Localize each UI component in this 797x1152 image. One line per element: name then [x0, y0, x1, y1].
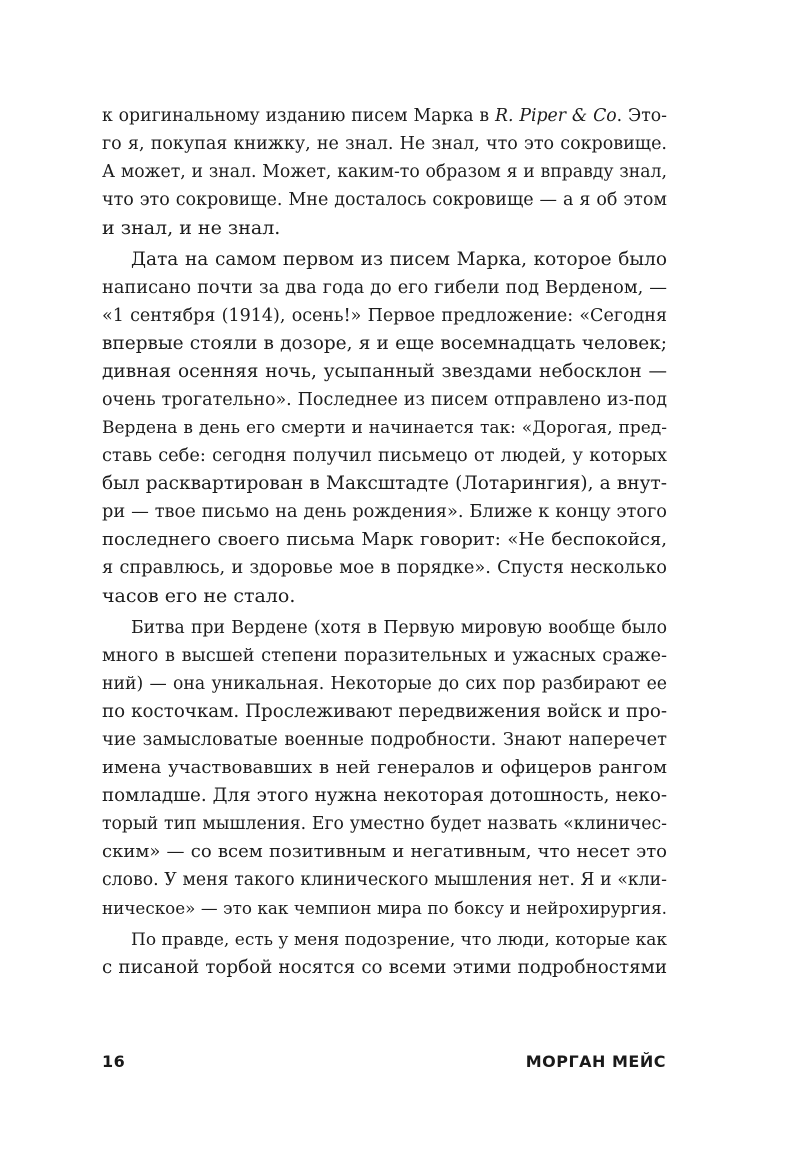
text-line: ри — твое письмо на день рождения». Ближе к концу этого [102, 502, 667, 522]
text-line: впервые стояли в дозоре, я и еще восемнадцать человек; [102, 333, 667, 354]
text-line: я справлюсь, и здоровье мое в порядке». Спустя несколько [102, 558, 667, 578]
page-number: 16 [102, 1052, 126, 1071]
text-line: последнего своего письма Марк говорит: «Не беспокойся, [102, 529, 667, 550]
text-line: помладше. Для этого нужна некоторая дотошность, неко- [102, 785, 667, 806]
text-line: ническое» — это как чемпион мира по боксу и нейрохирургия. [102, 898, 667, 918]
text-line: по косточкам. Прослеживают передвижения войск и про- [102, 701, 667, 722]
text-line: и знал, и не знал. [102, 217, 281, 239]
text-line: слово. У меня такого клинического мышления нет. Я и «кли- [102, 870, 667, 890]
text-line: го я, покупая книжку, не знал. Не знал, что это сокровище. [102, 134, 667, 154]
text-line: часов его не стало. [102, 585, 296, 607]
text-line: был расквартирован в Максштадте (Лотарингия), а внут- [102, 473, 667, 494]
text-line: написано почти за два года до его гибели под Верденом, — [102, 278, 667, 298]
text-line: с писаной торбой носятся со всеми этими подробностями [102, 957, 667, 978]
text-line: очень трогательно». Последнее из писем отправлено из-под [102, 390, 667, 410]
text-line: имена участвовавших в ней генералов и офицеров рангом [102, 757, 667, 778]
text-line: А может, и знал. Может, каким-то образом я и вправду знал, [102, 162, 667, 182]
text-line: По правде, есть у меня подозрение, что люди, которые как [131, 930, 667, 950]
text-line: ским» — со всем позитивным и негативным, что несет это [102, 841, 667, 862]
text-line: Дата на самом первом из писем Марка, которое было [131, 249, 667, 270]
text-line: много в высшей степени поразительных и ужасных сраже- [102, 646, 667, 666]
text-line: ний) — она уникальная. Некоторые до сих пор разбирают ее [102, 674, 667, 694]
text-line: к оригинальному изданию писем Марка в R. Piper & Co. Это- [102, 106, 667, 126]
text-line: чие замысловатые военные подробности. Знают наперечет [102, 730, 667, 750]
text-line: торый тип мышления. Его уместно будет назвать «клиничес- [102, 814, 667, 834]
text-line: Вердена в день его смерти и начинается так: «Дорогая, пред- [102, 418, 667, 438]
text-line: «1 сентября (1914), осень!» Первое предложение: «Сегодня [102, 306, 667, 326]
running-head: МОРГАН МЕЙС [525, 1052, 666, 1071]
text-line: Битва при Вердене (хотя в Первую мировую вообще было [131, 618, 667, 638]
text-line: дивная осенняя ночь, усыпанный звездами небосклон — [102, 361, 667, 382]
text-line: ставь себе: сегодня получил письмецо от людей, у которых [102, 446, 667, 466]
text-line: что это сокровище. Мне досталось сокровище — а я об этом [102, 190, 667, 210]
